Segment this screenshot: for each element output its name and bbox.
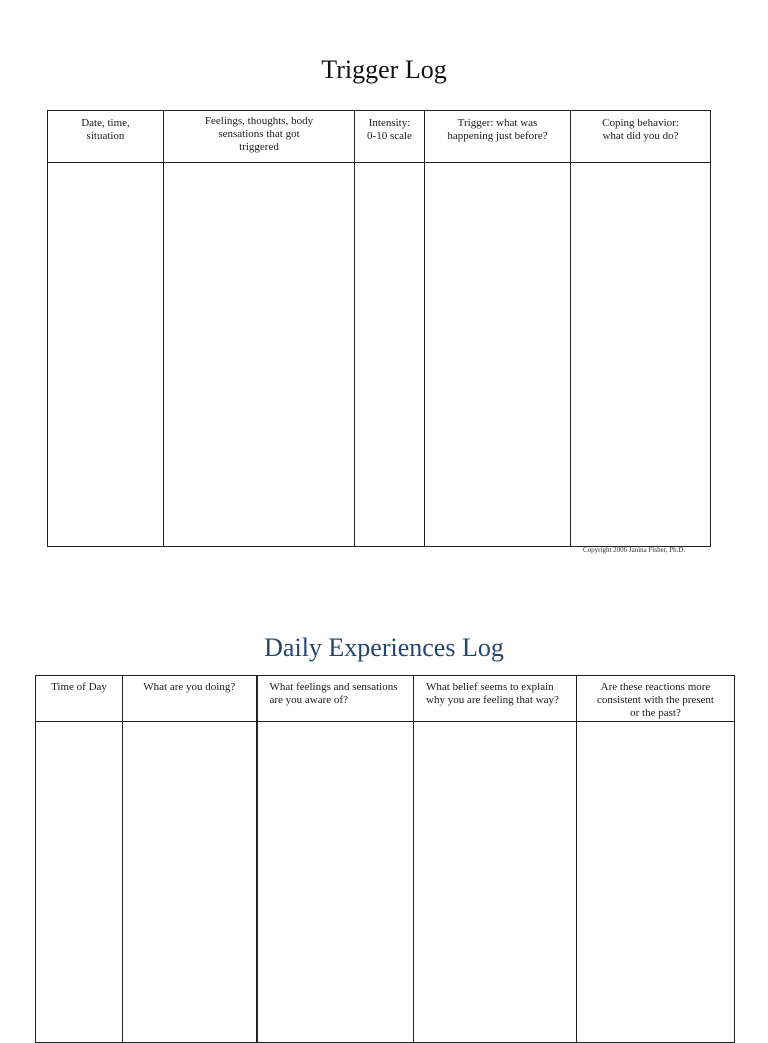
daily-log-header-row bbox=[36, 676, 735, 722]
header-line: Are these reactions more bbox=[600, 681, 711, 693]
entry-cell-time-of-day[interactable] bbox=[36, 722, 123, 1043]
header-line: What feelings and sensations bbox=[269, 681, 398, 693]
header-line: what did you do? bbox=[602, 130, 679, 142]
header-line: why you are feeling that way? bbox=[426, 694, 559, 706]
trigger-log-entry-row bbox=[48, 163, 711, 547]
column-header-feelings-thoughts bbox=[164, 111, 355, 163]
entry-cell-belief[interactable] bbox=[414, 722, 577, 1043]
header-line: sensations that got bbox=[218, 128, 300, 140]
header-line: Date, time, bbox=[81, 117, 130, 129]
trigger-log-header-row bbox=[48, 111, 711, 163]
header-line: Feelings, thoughts, body bbox=[204, 115, 314, 127]
entry-cell-present-or-past[interactable] bbox=[577, 722, 735, 1043]
trigger-log-table bbox=[47, 110, 711, 547]
column-header-time-of-day bbox=[36, 676, 123, 722]
entry-cell-feelings-sensations[interactable] bbox=[257, 722, 414, 1043]
column-header-date-time-situation bbox=[48, 111, 164, 163]
column-header-trigger bbox=[425, 111, 571, 163]
column-header-feelings-sensations bbox=[257, 676, 414, 722]
daily-experiences-log-title: Daily Experiences Log bbox=[264, 633, 504, 662]
entry-cell-trigger[interactable] bbox=[425, 163, 571, 547]
header-line: triggered bbox=[239, 141, 279, 153]
header-line: Trigger: what was bbox=[457, 117, 538, 129]
header-line: Intensity: bbox=[368, 117, 411, 129]
header-line: What belief seems to explain bbox=[426, 681, 554, 693]
entry-cell-feelings-thoughts[interactable] bbox=[164, 163, 355, 547]
header-line: or the past? bbox=[630, 707, 681, 719]
entry-cell-date-time-situation[interactable] bbox=[48, 163, 164, 547]
daily-log-entry-row bbox=[36, 722, 735, 1043]
header-line: What are you doing? bbox=[143, 681, 236, 693]
column-header-present-or-past bbox=[577, 676, 735, 722]
header-line: consistent with the present bbox=[596, 694, 714, 706]
header-line: Time of Day bbox=[51, 681, 107, 693]
header-line: are you aware of? bbox=[269, 694, 348, 706]
daily-experiences-log-table bbox=[35, 675, 735, 1043]
column-header-coping-behavior bbox=[571, 111, 711, 163]
header-line: situation bbox=[86, 130, 125, 142]
header-line: happening just before? bbox=[447, 130, 548, 142]
header-line: 0-10 scale bbox=[367, 130, 412, 142]
copyright-notice: Copyright 2006 Janina Fisher, Ph.D. bbox=[583, 546, 686, 554]
column-header-belief bbox=[414, 676, 577, 722]
column-header-intensity bbox=[355, 111, 425, 163]
entry-cell-intensity[interactable] bbox=[355, 163, 425, 547]
trigger-log-title: Trigger Log bbox=[321, 55, 447, 84]
header-line: Coping behavior: bbox=[602, 117, 679, 129]
entry-cell-what-are-you-doing[interactable] bbox=[123, 722, 257, 1043]
entry-cell-coping-behavior[interactable] bbox=[571, 163, 711, 547]
column-header-what-are-you-doing bbox=[123, 676, 257, 722]
